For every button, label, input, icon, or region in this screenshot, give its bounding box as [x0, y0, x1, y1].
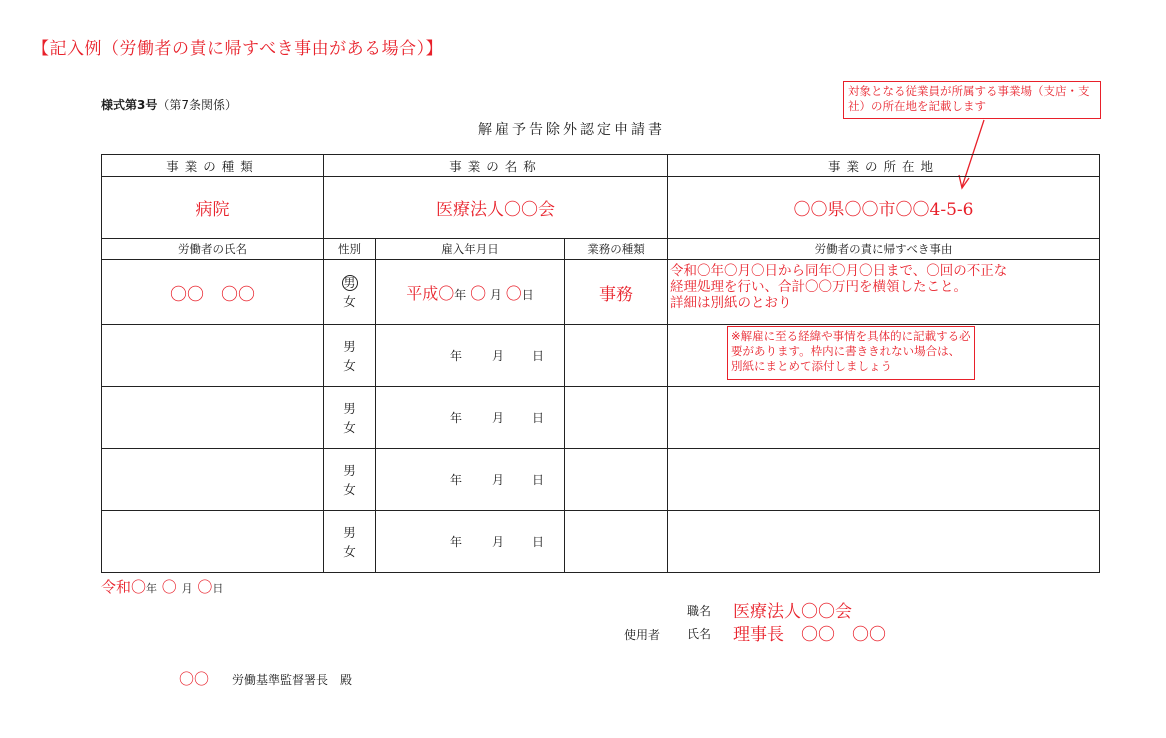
hire-year-label: 年	[454, 287, 467, 302]
date-year-label: 年	[146, 582, 158, 595]
reason-line: 令和〇年〇月〇日から同年〇月〇日まで、〇回の不正な	[670, 263, 1008, 279]
job-empty	[565, 449, 668, 511]
business-address-value: 〇〇県〇〇市〇〇4-5-6	[668, 177, 1100, 239]
hire-date-cell	[376, 449, 565, 511]
date-day-label: 日	[531, 411, 544, 425]
gender-cell	[324, 260, 376, 325]
header-gender: 性別	[324, 239, 376, 260]
hire-date-cell	[376, 260, 565, 325]
hire-month-value: 〇	[470, 283, 487, 303]
gender-male: 男	[343, 524, 356, 540]
gender-cell	[324, 325, 376, 387]
hire-era: 平成〇	[406, 283, 455, 303]
header-business-address: 事業の所在地	[668, 155, 1100, 177]
reason-empty	[668, 449, 1100, 511]
gender-cell	[324, 449, 376, 511]
hire-day-label: 日	[521, 287, 534, 302]
date-month-label: 月	[181, 582, 193, 595]
callout-reason-note: ※解雇に至る経緯や事情を具体的に記載する必要があります。枠内に書ききれない場合は、別紙にまとめて添付しましょう	[727, 326, 975, 380]
office-name-value: 〇〇	[179, 670, 210, 688]
date-day-label: 日	[531, 473, 544, 487]
worker-name-empty	[102, 449, 324, 511]
gender-male: 男	[343, 462, 356, 478]
gender-male: 男	[343, 338, 356, 354]
gender-male-circled: 男	[343, 276, 356, 290]
hire-date-cell	[376, 387, 565, 449]
table-row	[102, 511, 1100, 573]
header-business-name: 事業の名称	[324, 155, 668, 177]
employer-title-value: 医療法人〇〇会	[733, 602, 852, 622]
date-month-label: 月	[491, 411, 504, 425]
hire-month-label: 月	[489, 287, 502, 302]
reason-line: 詳細は別紙のとおり	[670, 295, 792, 311]
table-header-worker	[102, 239, 1100, 260]
gender-male: 男	[343, 400, 356, 416]
employer-name-value: 理事長 〇〇 〇〇	[733, 625, 886, 645]
worker-name-empty	[102, 511, 324, 573]
form-number-note: （第7条関係）	[157, 98, 237, 112]
table-row	[102, 260, 1100, 325]
header-hire-date: 雇入年月日	[376, 239, 565, 260]
date-day-label: 日	[531, 535, 544, 549]
date-month-label: 月	[491, 349, 504, 363]
job-empty	[565, 325, 668, 387]
header-business-type: 事業の種類	[102, 155, 324, 177]
date-year-label: 年	[449, 349, 462, 363]
header-reason: 労働者の責に帰すべき事由	[668, 239, 1100, 260]
reason-cell	[668, 260, 1100, 325]
worker-name-empty	[102, 387, 324, 449]
reason-line: 経理処理を行い、合計〇〇万円を横領したこと。	[670, 279, 967, 295]
date-year-label: 年	[449, 411, 462, 425]
reason-empty	[668, 387, 1100, 449]
hire-day-value: 〇	[505, 283, 522, 303]
header-worker-name: 労働者の氏名	[102, 239, 324, 260]
table-row-business	[102, 177, 1100, 239]
date-month-value: 〇	[161, 578, 177, 596]
addressee-text: 労働基準監督署長 殿	[232, 673, 353, 687]
employer-title-label: 職名	[687, 604, 712, 618]
form-number-label: 様式第3号	[101, 98, 158, 112]
date-year-label: 年	[449, 535, 462, 549]
job-empty	[565, 511, 668, 573]
hire-date-cell	[376, 325, 565, 387]
document-heading: 【記入例（労働者の責に帰すべき事由がある場合）】	[32, 39, 444, 59]
business-type-value: 病院	[102, 177, 324, 239]
gender-cell	[324, 511, 376, 573]
employer-name-label: 氏名	[687, 627, 712, 641]
hire-date-cell	[376, 511, 565, 573]
date-era: 令和〇	[101, 578, 147, 596]
date-month-label: 月	[491, 473, 504, 487]
table-header-business	[102, 155, 1100, 177]
date-month-label: 月	[491, 535, 504, 549]
worker-name-empty	[102, 325, 324, 387]
table-row	[102, 387, 1100, 449]
business-name-value: 医療法人〇〇会	[324, 177, 668, 239]
date-day-value: 〇	[197, 578, 213, 596]
date-year-label: 年	[449, 473, 462, 487]
date-day-label: 日	[531, 349, 544, 363]
gender-female: 女	[343, 294, 356, 309]
gender-female: 女	[343, 357, 356, 373]
form-number	[101, 96, 237, 113]
job-value: 事務	[565, 260, 668, 325]
date-day-label: 日	[212, 582, 224, 595]
form-title: 解雇予告除外認定申請書	[478, 122, 665, 138]
job-empty	[565, 387, 668, 449]
gender-cell	[324, 387, 376, 449]
worker-name-value: 〇〇 〇〇	[102, 260, 324, 325]
header-job-type: 業務の種類	[565, 239, 668, 260]
gender-female: 女	[343, 419, 356, 435]
employer-label: 使用者	[624, 628, 661, 642]
application-date	[101, 576, 223, 597]
gender-female: 女	[343, 543, 356, 559]
table-row	[102, 449, 1100, 511]
callout-location-note: 対象となる従業員が所属する事業場（支店・支社）の所在地を記載します	[843, 81, 1101, 119]
reason-empty	[668, 511, 1100, 573]
gender-female: 女	[343, 481, 356, 497]
